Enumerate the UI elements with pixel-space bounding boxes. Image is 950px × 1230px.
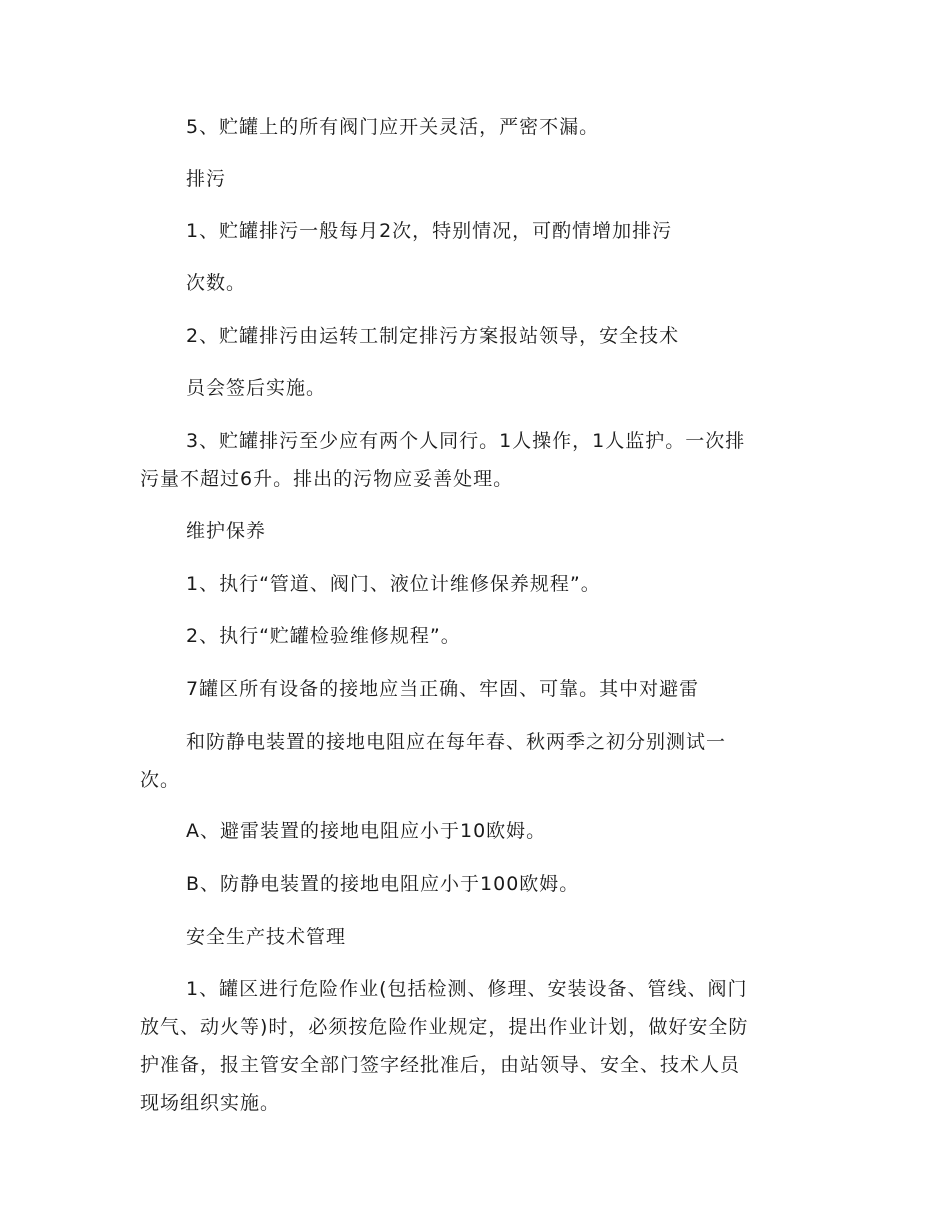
paragraph-line: 7罐区所有设备的接地应当正确、牢固、可靠。其中对避雷 xyxy=(186,678,700,700)
paragraph-line: 放气、动火等)时，必须按危险作业规定，提出作业计划，做好安全防 xyxy=(140,1016,749,1038)
paragraph-line: 员会签后实施。 xyxy=(186,377,327,399)
paragraph-line: 3、贮罐排污至少应有两个人同行。1人操作，1人监护。一次排 xyxy=(186,430,746,452)
paragraph-line: 5、贮罐上的所有阀门应开关灵活，严密不漏。 xyxy=(186,116,600,138)
paragraph-line: 2、执行“贮罐检验维修规程”。 xyxy=(186,625,461,647)
paragraph-line: 和防静电装置的接地电阻应在每年春、秋两季之初分别测试一 xyxy=(186,731,727,753)
paragraph-line: 1、贮罐排污一般每月2次，特别情况，可酌情增加排污 xyxy=(186,220,673,242)
paragraph-line: B、防静电装置的接地电阻应小于100欧姆。 xyxy=(186,873,580,895)
paragraph-line: 污量不超过6升。排出的污物应妥善处理。 xyxy=(140,468,514,490)
section-heading: 排污 xyxy=(186,168,227,190)
section-heading: 维护保养 xyxy=(186,520,267,542)
paragraph-line: 护准备，报主管安全部门签字经批准后，由站领导、安全、技术人员 xyxy=(140,1054,741,1076)
section-heading: 安全生产技术管理 xyxy=(186,926,347,948)
paragraph-line: 次数。 xyxy=(186,272,247,294)
paragraph-line: 现场组织实施。 xyxy=(140,1092,281,1114)
paragraph-line: 1、罐区进行危险作业(包括检测、修理、安装设备、管线、阀门 xyxy=(186,978,748,1000)
paragraph-line: 2、贮罐排污由运转工制定排污方案报站领导，安全技术 xyxy=(186,325,680,347)
paragraph-line: 1、执行“管道、阀门、液位计维修保养规程”。 xyxy=(186,573,601,595)
paragraph-line: A、避雷装置的接地电阻应小于10欧姆。 xyxy=(186,820,547,842)
paragraph-line: 次。 xyxy=(140,769,181,791)
